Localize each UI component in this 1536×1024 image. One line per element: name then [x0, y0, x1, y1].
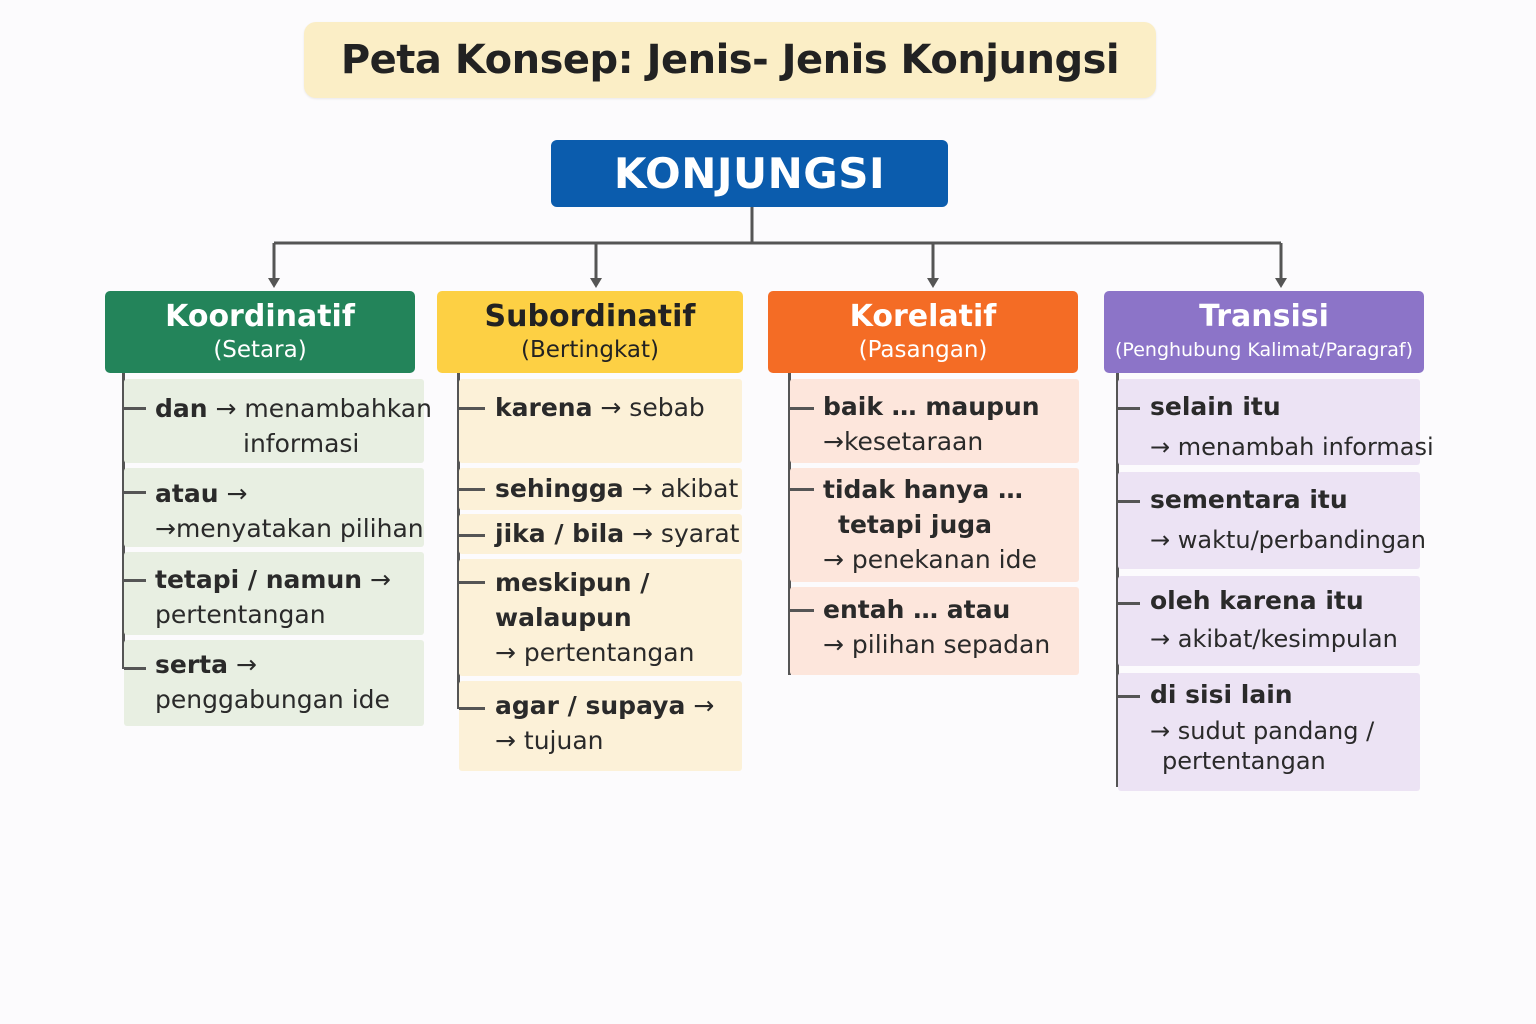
item-arrow: → — [693, 691, 715, 720]
item-keyword: serta — [155, 650, 228, 679]
item-keyword-cont: walaupun — [495, 603, 632, 632]
item-keyword: tidak hanya … — [823, 475, 1023, 504]
category-title: Korelatif — [849, 299, 997, 334]
list-item — [1118, 472, 1426, 569]
item-meaning: → menambahkan — [215, 394, 432, 423]
branch-dash — [790, 609, 814, 612]
arrowhead-koordinatif-icon — [268, 278, 280, 288]
branch-dash — [459, 488, 485, 491]
category-koordinatif — [105, 291, 415, 373]
category-title: Subordinatif — [484, 299, 696, 334]
item-arrow: → — [370, 565, 391, 594]
item-meaning: → sudut pandang / — [1150, 717, 1375, 745]
item-keyword: oleh karena itu — [1150, 586, 1364, 615]
category-subtitle: (Bertingkat) — [521, 337, 659, 363]
list-item — [790, 379, 1079, 463]
item-keyword: selain itu — [1150, 392, 1281, 421]
list-item — [459, 468, 742, 510]
branch-dash — [124, 579, 146, 582]
item-arrow: → — [226, 479, 248, 508]
item-meaning: → syarat — [632, 519, 740, 548]
item-keyword-cont: tetapi juga — [838, 510, 993, 539]
arrowhead-transisi-icon — [1275, 278, 1287, 288]
branch-dash — [459, 407, 485, 410]
list-item — [124, 468, 424, 547]
item-keyword: sehingga — [495, 474, 624, 503]
list-item — [459, 559, 742, 676]
category-subtitle: (Pasangan) — [858, 337, 988, 363]
item-keyword: di sisi lain — [1150, 680, 1293, 709]
item-keyword: dan — [155, 394, 208, 423]
branch-dash — [1118, 602, 1140, 605]
item-meaning: → akibat — [631, 474, 739, 503]
branch-dash — [1118, 500, 1140, 503]
item-meaning: penggabungan ide — [155, 685, 390, 714]
list-item — [124, 640, 424, 726]
item-keyword: jika / bila — [495, 519, 625, 548]
category-title: Transisi — [1199, 299, 1329, 334]
item-meaning: → pilihan sepadan — [823, 630, 1051, 659]
category-subordinatif — [437, 291, 743, 373]
list-item — [459, 681, 742, 771]
item-meaning: → penekanan ide — [823, 545, 1037, 574]
item-meaning: → pertentangan — [495, 638, 695, 667]
category-transisi — [1104, 291, 1424, 373]
root-label: KONJUNGSI — [613, 149, 886, 198]
item-meaning: →kesetaraan — [823, 427, 984, 456]
item-meaning: → sebab — [600, 393, 705, 422]
list-item — [459, 514, 742, 554]
list-item — [1118, 379, 1434, 465]
item-keyword: agar / supaya — [495, 691, 686, 720]
list-item — [1118, 673, 1420, 791]
category-subtitle: (Penghubung Kalimat/Paragraf) — [1115, 339, 1413, 361]
diagram-title: Peta Konsep: Jenis- Jenis Konjungsi — [340, 37, 1120, 83]
item-keyword: sementara itu — [1150, 485, 1348, 514]
list-item — [790, 587, 1079, 675]
category-korelatif — [768, 291, 1078, 373]
category-subtitle: (Setara) — [213, 337, 307, 363]
arrowhead-subordinatif-icon — [590, 278, 602, 288]
arrowhead-korelatif-icon — [927, 278, 939, 288]
item-keyword: entah … atau — [823, 595, 1011, 624]
list-item — [124, 552, 424, 635]
category-title: Koordinatif — [165, 299, 355, 334]
item-meaning: → menambah informasi — [1150, 433, 1434, 461]
item-meaning-cont: informasi — [243, 429, 360, 458]
item-meaning: pertentangan — [155, 600, 326, 629]
branch-dash — [124, 407, 146, 410]
branch-dash — [459, 707, 485, 710]
item-meaning: →menyatakan pilihan — [155, 514, 424, 543]
item-keyword: karena — [495, 393, 593, 422]
list-item — [1118, 576, 1420, 666]
branch-dash — [1118, 695, 1140, 698]
branch-dash — [1118, 407, 1140, 410]
list-item — [790, 468, 1079, 582]
item-meaning: → tujuan — [495, 726, 604, 755]
item-keyword: atau — [155, 479, 219, 508]
connector-lines — [0, 0, 1536, 300]
item-meaning: → waktu/perbandingan — [1150, 526, 1426, 554]
item-keyword: baik … maupun — [823, 392, 1040, 421]
item-arrow: → — [235, 650, 257, 679]
item-keyword: meskipun / — [495, 568, 650, 597]
branch-dash — [459, 581, 485, 584]
branch-dash — [790, 407, 814, 410]
branch-dash — [124, 667, 146, 670]
item-meaning: → akibat/kesimpulan — [1150, 625, 1398, 653]
branch-dash — [124, 491, 146, 494]
item-keyword: tetapi / namun — [155, 565, 363, 594]
list-item — [459, 379, 742, 463]
branch-dash — [790, 488, 814, 491]
list-item — [124, 379, 432, 463]
branch-dash — [459, 534, 485, 537]
item-meaning-cont: pertentangan — [1162, 747, 1326, 775]
